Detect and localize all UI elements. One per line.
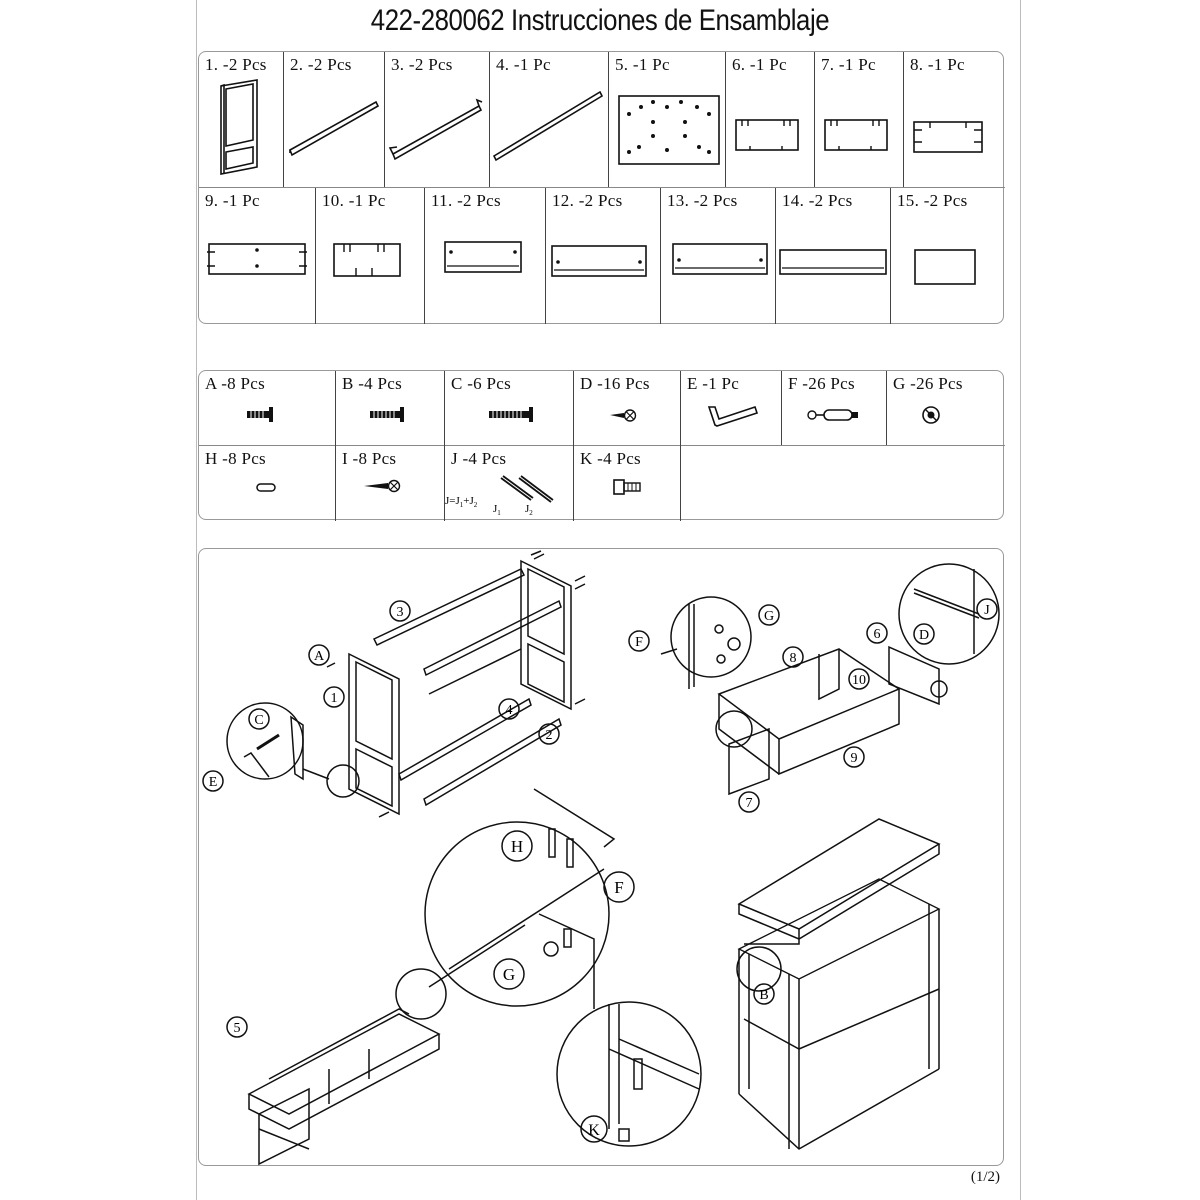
callout-d: D (918, 628, 930, 643)
part-label: 1. -2 Pcs (205, 55, 267, 74)
hardware-cell-d (574, 371, 680, 445)
callout-2: 2 (545, 728, 553, 743)
part-cell-3 (385, 52, 489, 187)
margin-line-left (196, 0, 197, 1200)
hardware-label: E -1 Pc (687, 374, 740, 393)
shelf-board-icon (546, 188, 660, 324)
part-cell-12 (546, 188, 660, 324)
part-label: 3. -2 Pcs (391, 55, 453, 74)
page-number: (1/2) (970, 1169, 1000, 1185)
part-cell-10 (316, 188, 424, 324)
hardware-cell-e (681, 371, 781, 445)
part-cell-8 (904, 52, 1005, 187)
cam-bolt-icon (782, 371, 886, 445)
hardware-cell-j (445, 446, 573, 520)
callout-a: A (313, 649, 325, 664)
screw-long-icon (336, 446, 444, 520)
long-bar-icon (284, 52, 384, 187)
slide-j1-label: $J_1$ (493, 503, 501, 517)
part-label: 15. -2 Pcs (897, 191, 968, 210)
leveling-foot-icon (574, 446, 680, 520)
hardware-label: F -26 Pcs (788, 374, 855, 393)
hardware-label: I -8 Pcs (342, 449, 397, 468)
callout-1: 1 (330, 691, 338, 706)
dowel-icon (199, 446, 335, 520)
shelf-board-icon (776, 188, 890, 324)
shelf-board-icon (425, 188, 545, 324)
hardware-cell-h (199, 446, 335, 520)
hardware-label: G -26 Pcs (893, 374, 963, 393)
hardware-cell-g (887, 371, 1005, 445)
part-cell-11 (425, 188, 545, 324)
hardware-label: B -4 Pcs (342, 374, 403, 393)
small-board-icon (316, 188, 424, 324)
hardware-label: J -4 Pcs (451, 449, 507, 468)
assembly-diagram-panel (198, 548, 1004, 1166)
callout-7: 7 (745, 796, 753, 811)
slide-formula-label: $J=J_1+J_2$ (445, 495, 478, 509)
hardware-cell-b (336, 371, 444, 445)
callout-3: 3 (396, 605, 404, 620)
part-cell-14 (776, 188, 890, 324)
hardware-label: D -16 Pcs (580, 374, 650, 393)
part-label: 6. -1 Pc (732, 55, 787, 74)
hardware-cell-k (574, 446, 680, 520)
part-label: 7. -1 Pc (821, 55, 876, 74)
part-label: 13. -2 Pcs (667, 191, 738, 210)
panel-board-icon (891, 188, 1005, 324)
callout-g: G (763, 609, 775, 624)
hardware-cell-f (782, 371, 886, 445)
callout-b: B (759, 988, 769, 1003)
bolt-short-icon (199, 371, 335, 445)
callout-f-detail: F (614, 878, 624, 897)
part-cell-15 (891, 188, 1005, 324)
bolt-medium-icon (336, 371, 444, 445)
part-label: 2. -2 Pcs (290, 55, 352, 74)
part-cell-9 (199, 188, 315, 324)
bottom-board-icon (609, 52, 725, 187)
cam-lock-icon (887, 371, 1005, 445)
part-label: 5. -1 Pc (615, 55, 670, 74)
back-board-icon (904, 52, 1005, 187)
hardware-cell-c (445, 371, 573, 445)
callout-h: H (510, 837, 524, 856)
side-board-icon (815, 52, 903, 187)
callout-8: 8 (789, 651, 797, 666)
callout-c: C (254, 713, 264, 728)
hardware-label: K -4 Pcs (580, 449, 641, 468)
hardware-label: A -8 Pcs (205, 374, 266, 393)
assembly-diagram (199, 549, 1005, 1167)
part-label: 11. -2 Pcs (431, 191, 501, 210)
frame-panel-icon (199, 52, 283, 187)
part-cell-4 (490, 52, 608, 187)
callout-5: 5 (233, 1021, 241, 1036)
callout-10: 10 (852, 673, 866, 688)
part-cell-2 (284, 52, 384, 187)
callout-f: F (635, 635, 643, 650)
screw-small-icon (574, 371, 680, 445)
part-label: 4. -1 Pc (496, 55, 551, 74)
hardware-panel (198, 370, 1004, 520)
callout-j: J (984, 603, 990, 618)
margin-line-right (1020, 0, 1021, 1200)
part-label: 10. -1 Pc (322, 191, 386, 210)
bracket-bar-icon (385, 52, 489, 187)
hardware-cell-i (336, 446, 444, 520)
slide-j2-label: $J_2$ (525, 503, 533, 517)
part-label: 14. -2 Pcs (782, 191, 853, 210)
drawer-slide-icon (445, 446, 573, 520)
callout-g-detail: G (502, 965, 516, 984)
callout-e: E (208, 775, 218, 790)
allen-key-icon (681, 371, 781, 445)
document-title: 422-280062 Instrucciones de Ensamblaje (370, 4, 830, 37)
callout-4: 4 (505, 703, 513, 718)
part-cell-1 (199, 52, 283, 187)
bolt-long-icon (445, 371, 573, 445)
part-label: 8. -1 Pc (910, 55, 965, 74)
long-board-icon (199, 188, 315, 324)
callout-9: 9 (850, 751, 858, 766)
hardware-label: C -6 Pcs (451, 374, 512, 393)
parts-panel (198, 51, 1004, 324)
part-cell-13 (661, 188, 775, 324)
hardware-label: H -8 Pcs (205, 449, 266, 468)
side-board-icon (726, 52, 814, 187)
part-cell-5 (609, 52, 725, 187)
shelf-board-icon (661, 188, 775, 324)
part-label: 12. -2 Pcs (552, 191, 623, 210)
part-cell-6 (726, 52, 814, 187)
callout-6: 6 (873, 627, 881, 642)
part-cell-7 (815, 52, 903, 187)
long-rod-icon (490, 52, 608, 187)
callout-k: K (588, 1122, 600, 1139)
hardware-cell-a (199, 371, 335, 445)
part-label: 9. -1 Pc (205, 191, 260, 210)
